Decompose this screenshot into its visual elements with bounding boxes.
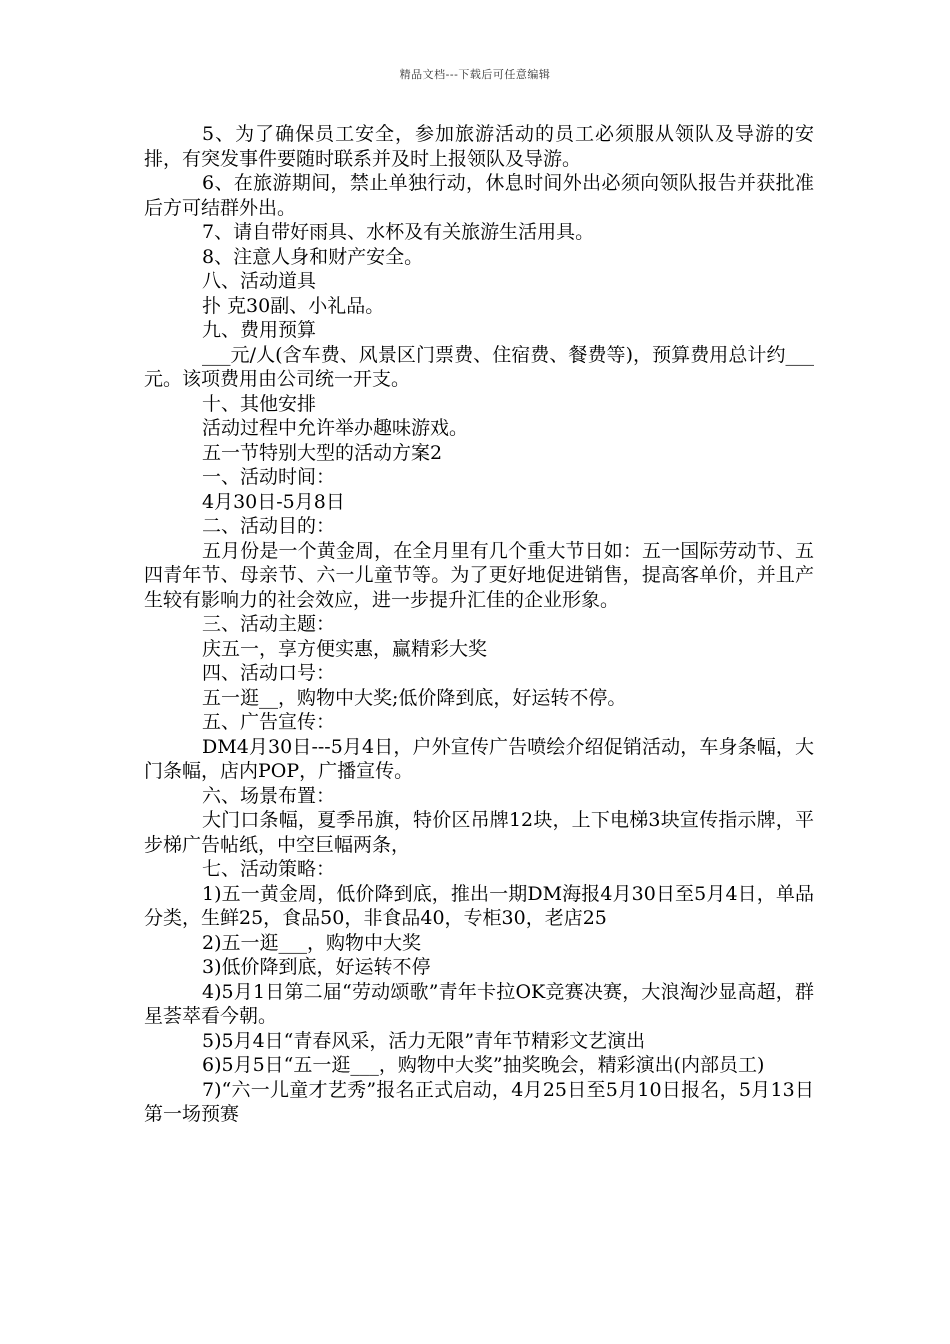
paragraph: ___元/人(含车费、风景区门票费、住宿费、餐费等)，预算费用总计约___元。该项费用由公司统一开支。	[144, 343, 814, 390]
section-heading: 四、活动口号：	[202, 662, 336, 684]
page-header: 精品文档---下载后可任意编辑	[399, 68, 551, 81]
section-heading: 十、其他安排	[202, 392, 317, 415]
paragraph: 5、为了确保员工安全，参加旅游活动的员工必须服从领队及导游的安排，有突发事件要随时联系并及时上报领队及导游。	[144, 123, 814, 170]
list-item: 3)低价降到底，好运转不停	[202, 956, 431, 978]
list-item: 7)“六一儿童才艺秀”报名正式启动，4月25日至5月10日报名，5月13日第一场预赛	[144, 1078, 814, 1125]
section-heading: 五、广告宣传：	[202, 711, 336, 733]
section-heading: 六、场景布置：	[202, 784, 336, 807]
document-body	[144, 122, 814, 1127]
list-item: 4)5月1日第二届“劳动颂歌”青年卡拉OK竞赛决赛，大浪淘沙显高超，群星荟萃看今朝。	[144, 980, 814, 1027]
paragraph: 7、请自带好雨具、水杯及有关旅游生活用具。	[202, 221, 595, 243]
paragraph: 4月30日-5月8日	[202, 490, 345, 513]
paragraph: 五一逛__，购物中大奖;低价降到底，好运转不停。	[202, 686, 627, 709]
section-heading: 三、活动主题：	[202, 613, 336, 635]
list-item: 5)5月4日“青春风采，活力无限”青年节精彩文艺演出	[202, 1029, 646, 1052]
paragraph: 活动过程中允许举办趣味游戏。	[202, 417, 469, 439]
paragraph: 8、注意人身和财产安全。	[202, 245, 424, 268]
section-heading: 一、活动时间：	[202, 466, 336, 488]
document-title: 五一节特别大型的活动方案2	[202, 441, 443, 464]
section-heading: 二、活动目的：	[202, 515, 336, 537]
section-heading: 八、活动道具	[202, 270, 317, 292]
paragraph: 6、在旅游期间，禁止单独行动，休息时间外出必须向领队报告并获批准后方可结群外出。	[144, 172, 814, 219]
paragraph: DM4月30日---5月4日，户外宣传广告喷绘介绍促销活动，车身条幅，大门条幅，店内POP，广播宣传。	[144, 735, 814, 782]
paragraph: 扑 克30副、小礼品。	[202, 294, 385, 317]
list-item: 6)5月5日“五一逛___，购物中大奖”抽奖晚会，精彩演出(内部员工)	[202, 1054, 765, 1076]
section-heading: 九、费用预算	[202, 319, 317, 341]
paragraph: 五月份是一个黄金周，在全月里有几个重大节日如：五一国际劳动节、五四青年节、母亲节、六一儿童节等。为了更好地促进销售，提高客单价，并且产生较有影响力的社会效应，进一步提升汇佳的企业形象。	[144, 539, 814, 611]
paragraph: 大门口条幅，夏季吊旗，特价区吊牌12块，上下电梯3块宣传指示牌，平步梯广告帖纸，中空巨幅两条，	[144, 809, 814, 856]
paragraph: 庆五一，享方便实惠，赢精彩大奖	[202, 637, 488, 660]
list-item: 2)五一逛___，购物中大奖	[202, 931, 422, 954]
section-heading: 七、活动策略：	[202, 858, 336, 880]
list-item: 1)五一黄金周，低价降到底，推出一期DM海报4月30日至5月4日，单品分类，生鲜25，食品50，非食品40，专柜30，老店25	[144, 882, 814, 929]
